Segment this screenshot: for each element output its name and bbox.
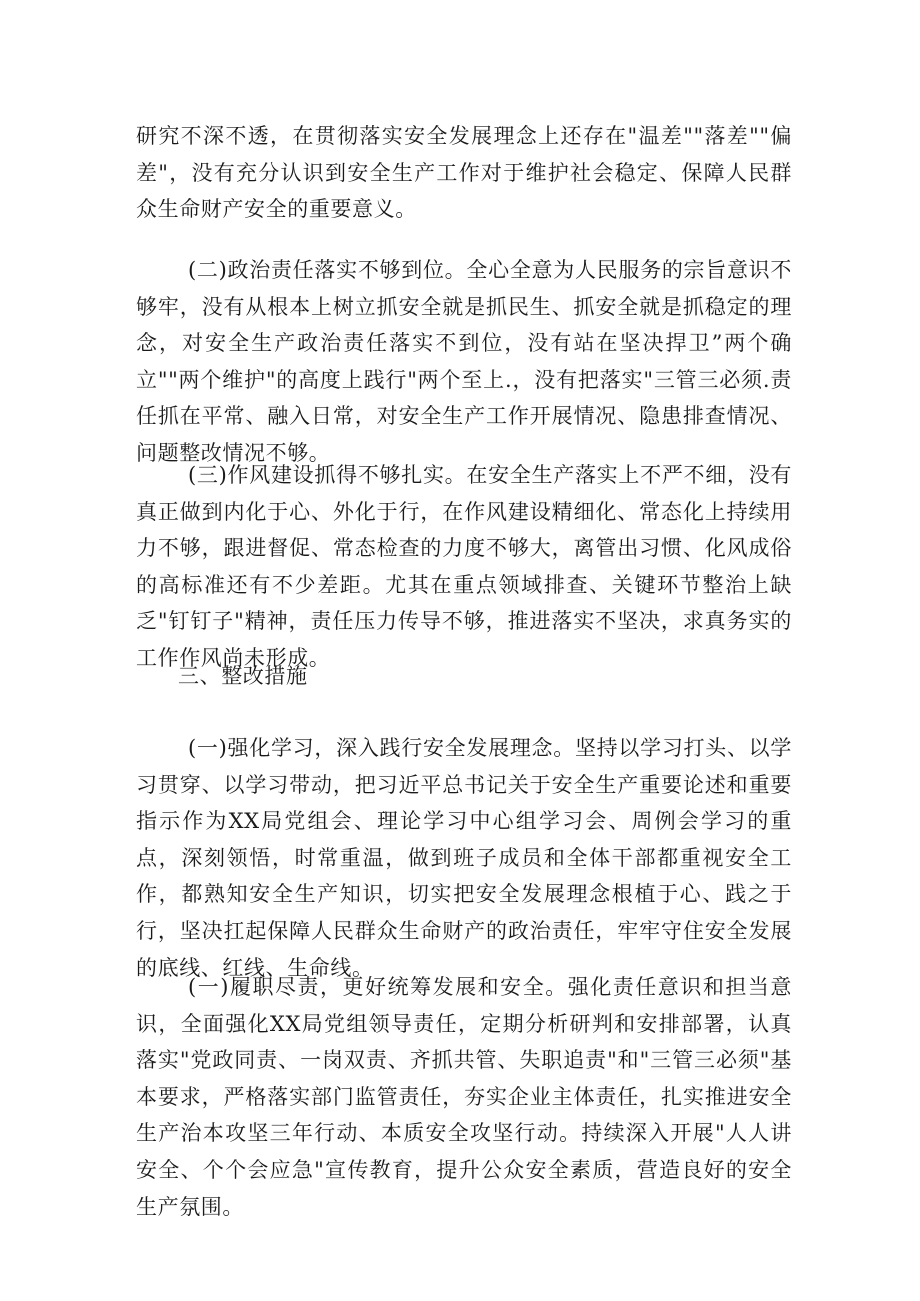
- paragraph-continuation: 研究不深不透，在贯彻落实安全发展理念上还存在"温差""落差""偏差"，没有充分认识到安全生产工作对于维护社会稳定、保障人民群众生命财产安全的重要意义。: [136, 124, 792, 222]
- section-heading-rectification: 三、整改措施: [178, 664, 308, 688]
- paragraph-political-responsibility: (二)政治责任落实不够到位。全心全意为人民服务的宗旨意识不够牢，没有从根本上树立抓安全就是抓民生、抓安全就是抓稳定的理念，对安全生产政治责任落实不到位，没有站在坚决捍卫”两个确立""两个维护"的高度上践行"两个至上.，没有把落实"三管三必须.责任抓在平常、融入日常，对安全生产工作开展情况、隐患排查情况、问题整改情况不够。: [136, 258, 792, 465]
- paragraph-measure-duty: (一)履职尽责，更好统筹发展和安全。强化责任意识和担当意识，全面强化XX局党组领导责任，定期分析研判和安排部署，认真落实"党政同责、一岗双责、齐抓共管、失职追责"和"三管三必须"基本要求，严格落实部门监管责任，夯实企业主体责任，扎实推进安全生产治本攻坚三年行动、本质安全攻坚行动。持续深入开展"人人讲安全、个个会应急"宣传教育，提升公众安全素质，营造良好的安全生产氛围。: [136, 975, 792, 1219]
- paragraph-measure-study: (一)强化学习，深入践行安全发展理念。坚持以学习打头、以学习贯穿、以学习带动，把习近平总书记关于安全生产重要论述和重要指示作为XX局党组会、理论学习中心组学习会、周例会学习的重点，深刻领悟，时常重温，做到班子成员和全体干部都重视安全工作，都熟知安全生产知识，切实把安全发展理念根植于心、践之于行，坚决扛起保障人民群众生命财产的政治责任，牢牢守住安全发展的底线、红线、生命线。: [136, 736, 792, 980]
- paragraph-work-style: (三)作风建设抓得不够扎实。在安全生产落实上不严不细，没有真正做到内化于心、外化于行，在作风建设精细化、常态化上持续用力不够，跟进督促、常态检查的力度不够大，离管出习惯、化风成俗的高标准还有不少差距。尤其在重点领域排查、关键环节整治上缺乏"钉钉子"精神，责任压力传导不够，推进落实不坚决，求真务实的工作作风尚未形成。: [136, 463, 792, 670]
